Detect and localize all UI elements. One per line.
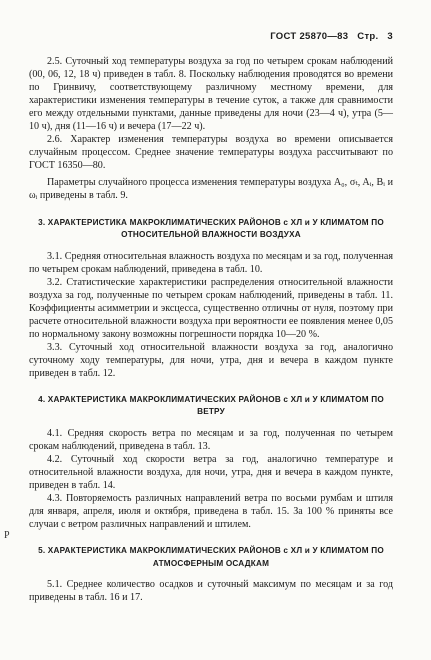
paragraph-2-5: 2.5. Суточный ход температуры воздуха за год по четырем срокам наблюдений (00, 06, 12, 18 ч) приведен в табл. 8. Поскольку наблюдения проводятся во времени по Гринвичу, соответствующему различному местному времени, для характеристики изменения температуры в течение суток, а также для сравнимости его между отдельными пунктами, данные приведены для ночи (23—4 ч), утра (5—10 ч), дня (11—16 ч) и вечера (17—22 ч).: [29, 56, 393, 133]
standard-number: ГОСТ 25870—83: [270, 31, 349, 42]
paragraph-3-2: 3.2. Статистические характеристики распределения относительной влажности воздуха за год, полученные по четырем срокам наблюдений, приведены в табл. 11. Коэффициенты асимметрии и эксцесса, существенно отличны от нуля, поэтому при расчете относительной влажности воздуха при вероятности ее появления менее 0,05 по нормальному закону возможны погрешности порядка 10—20 %.: [29, 276, 393, 340]
section-4-heading: 4. ХАРАКТЕРИСТИКА МАКРОКЛИМАТИЧЕСКИХ РАЙОНОВ с ХЛ и У КЛИМАТОМ ПО ВЕТРУ: [38, 394, 384, 417]
paragraph-2-6: 2.6. Характер изменения температуры воздуха во времени описывается случайным процессом. Среднее значение температуры воздуха рассчитывают по ГОСТ 16350—80.: [29, 134, 393, 172]
paragraph-3-1: 3.1. Средняя относительная влажность воздуха по месяцам и за год, полученная по четырем срокам наблюдений, приведена в табл. 10.: [29, 250, 393, 275]
section-3-heading: 3. ХАРАКТЕРИСТИКА МАКРОКЛИМАТИЧЕСКИХ РАЙОНОВ с ХЛ и У КЛИМАТОМ ПО ОТНОСИТЕЛЬНОЙ ВЛАЖНОСТИ ВОЗДУХА: [38, 217, 384, 240]
page-header: [264, 31, 393, 42]
margin-mark: Р: [4, 530, 10, 541]
paragraph-4-1: 4.1. Средняя скорость ветра по месяцам и за год, полученная по четырем срокам наблюдений, приведена в табл. 13.: [29, 427, 393, 453]
paragraph-5-1: 5.1. Среднее количество осадков и суточный максимум по месяцам и за год приведены в табл. 16 и 17.: [29, 579, 393, 604]
page-number: 3: [387, 31, 393, 42]
paragraph-4-3: 4.3. Повторяемость различных направлений ветра по восьми румбам и штиля для января, апреля, июля и октября, приведена в табл. 15. За 100 % приняты все случаи с ветром различных направлений и штилем.: [29, 493, 393, 531]
paragraph-3-3: 3.3. Суточный ход относительной влажности воздуха за год, аналогично суточному ходу температуры, для ночи, утра, дня и вечера в каждом пункте приведен в табл. 12.: [29, 341, 393, 379]
paragraph-2-6-parameters: Параметры случайного процесса изменения температуры воздуха A₀, σₜ, Aᵢ, Bᵢ и ωᵢ приведены в табл. 9.: [29, 177, 393, 202]
paragraph-4-2: 4.2. Суточный ход скорости ветра за год, аналогично температуре и относительной влажности воздуха, для ночи, утра, дня и вечера в каждом пункте, приведен в табл. 14.: [29, 454, 393, 492]
document-body: [29, 55, 393, 604]
page-label: Стр.: [357, 31, 379, 42]
section-5-heading: 5. ХАРАКТЕРИСТИКА МАКРОКЛИМАТИЧЕСКИХ РАЙОНОВ с ХЛ и У КЛИМАТОМ ПО АТМОСФЕРНЫМ ОСАДКАМ: [38, 546, 384, 568]
